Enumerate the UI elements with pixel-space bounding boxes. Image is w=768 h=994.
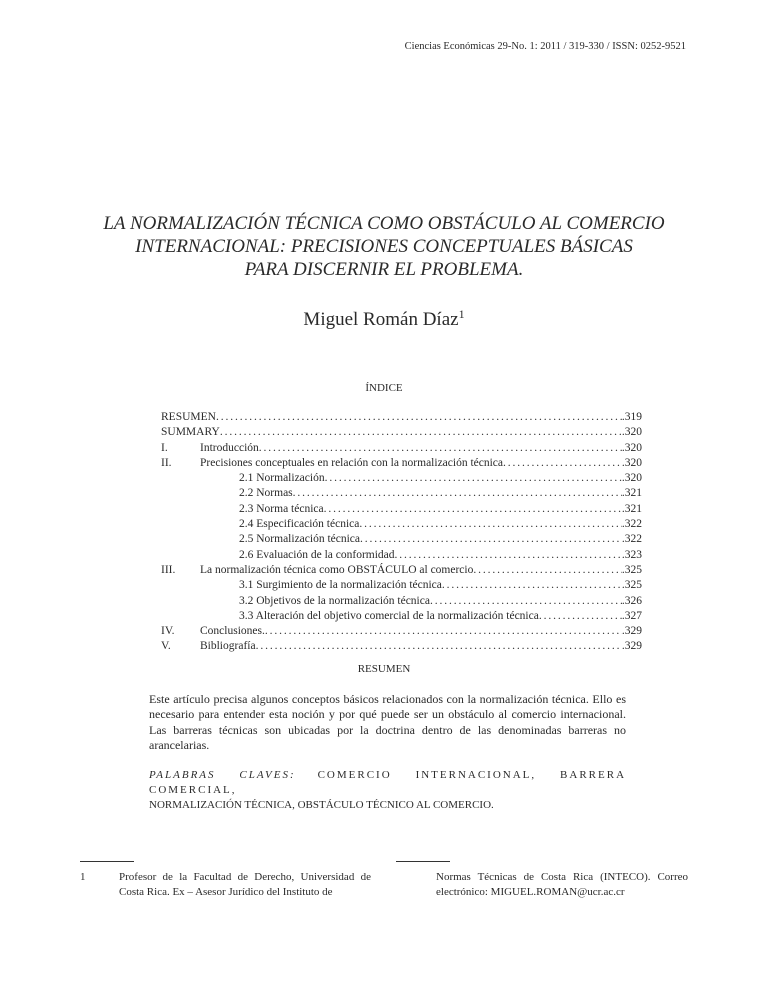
title-line: PARA DISCERNIR EL PROBLEMA. xyxy=(244,259,524,280)
toc-page: .326 xyxy=(621,594,642,607)
toc-label: RESUMEN xyxy=(161,411,216,423)
toc-page: .319 xyxy=(621,411,642,423)
toc-label: 3.1 Surgimiento de la normalización técnica xyxy=(239,579,442,592)
toc-label: Bibliografía xyxy=(200,640,256,653)
toc-leader xyxy=(360,532,622,547)
toc-page: .320 xyxy=(621,441,642,454)
toc-label: La normalización técnica como OBSTÁCULO al comercio xyxy=(200,563,474,576)
toc-page: .320 xyxy=(621,456,642,469)
toc-leader xyxy=(293,486,622,501)
index-heading: ÍNDICE xyxy=(365,382,403,394)
toc-number xyxy=(161,609,200,624)
author-name: Miguel Román Díaz xyxy=(303,309,459,330)
toc-label: SUMMARY xyxy=(161,426,220,439)
toc-label: Precisiones conceptuales en relación con la normalización técnica xyxy=(200,456,504,469)
toc-page: .325 xyxy=(621,563,642,576)
toc-entry[interactable] xyxy=(161,639,642,654)
toc-entry[interactable] xyxy=(161,410,642,425)
toc-number xyxy=(161,471,200,486)
toc-number: III. xyxy=(161,563,176,576)
toc-entry[interactable] xyxy=(161,456,642,471)
toc-entry[interactable] xyxy=(161,578,642,593)
footnote-rule xyxy=(396,861,450,862)
toc-page: .327 xyxy=(621,609,642,622)
keywords-line2: NORMALIZACIÓN TÉCNICA, OBSTÁCULO TÉCNICO AL COMERCIO. xyxy=(149,799,494,811)
toc-label: 2.2 Normas xyxy=(239,487,293,500)
toc-number: V. xyxy=(161,640,171,653)
abstract-text: Este artículo precisa algunos conceptos básicos relacionados con la normalización técnica. Ello es necesario para entender esta noción y por qué puede ser un obstáculo al comercio internacional. Las barreras técnicas son ubicadas por la doctrina dentro de las denominadas barreras no arancelarias. xyxy=(149,692,626,752)
toc-label: 3.2 Objetivos de la normalización técnica xyxy=(239,594,430,607)
toc-number: I. xyxy=(161,441,168,454)
toc-number xyxy=(161,517,200,532)
toc-label: 2.3 Norma técnica xyxy=(239,502,324,515)
title-line: LA NORMALIZACIÓN TÉCNICA COMO OBSTÁCULO AL COMERCIO xyxy=(103,213,665,234)
toc-leader xyxy=(324,502,622,517)
toc-leader xyxy=(503,456,622,471)
toc-leader xyxy=(265,624,622,639)
toc-page: .325 xyxy=(621,579,642,592)
toc-leader xyxy=(256,639,622,654)
article-title xyxy=(60,212,708,281)
toc-entry[interactable] xyxy=(161,486,642,501)
toc-leader xyxy=(325,471,622,486)
toc-entry[interactable] xyxy=(161,609,642,624)
toc-entry[interactable] xyxy=(161,563,642,578)
keywords-line1: COMERCIO INTERNACIONAL, BARRERA COMERCIAL, xyxy=(149,769,627,796)
toc-page: .321 xyxy=(621,487,642,500)
toc-number: IV. xyxy=(161,625,175,638)
toc-entry[interactable] xyxy=(161,594,642,609)
toc-entry[interactable] xyxy=(161,425,642,440)
toc-leader xyxy=(430,594,622,609)
toc-entry[interactable] xyxy=(161,471,642,486)
toc-leader xyxy=(473,563,622,578)
author xyxy=(0,307,768,331)
toc-leader xyxy=(259,441,622,456)
toc-page: .329 xyxy=(621,640,642,653)
toc-number xyxy=(161,594,200,609)
toc-entry[interactable] xyxy=(161,502,642,517)
title-line: INTERNACIONAL: PRECISIONES CONCEPTUALES BÁSICAS xyxy=(135,236,633,257)
toc-page: .329 xyxy=(621,625,642,638)
toc-number xyxy=(161,532,200,547)
running-header: Ciencias Económicas 29-No. 1: 2011 / 319-330 / ISSN: 0252-9521 xyxy=(404,41,686,52)
abstract-heading: RESUMEN xyxy=(357,663,411,675)
toc-entry[interactable] xyxy=(161,517,642,532)
toc-number xyxy=(161,502,200,517)
toc-page: .322 xyxy=(621,518,642,531)
toc-label: Introducción xyxy=(200,441,259,454)
toc-label: 2.5 Normalización técnica xyxy=(239,533,361,546)
toc-leader xyxy=(539,609,622,624)
keywords-label: PALABRAS CLAVES: xyxy=(149,769,296,781)
toc-leader xyxy=(395,548,622,563)
toc-entry[interactable] xyxy=(161,441,642,456)
toc-label: 2.6 Evaluación de la conformidad xyxy=(239,548,395,561)
toc-label: 3.3 Alteración del objetivo comercial de la normalización técnica xyxy=(239,609,539,622)
footnote-rule xyxy=(80,861,134,862)
toc-leader xyxy=(216,410,622,425)
toc-leader xyxy=(359,517,622,532)
toc-page: .322 xyxy=(621,533,642,546)
toc-number xyxy=(161,578,200,593)
table-of-contents xyxy=(161,410,642,655)
toc-number xyxy=(161,548,200,563)
toc-number xyxy=(161,486,200,501)
footnote-left: Profesor de la Facultad de Derecho, Universidad de Costa Rica. Ex – Asesor Jurídico del Instituto de xyxy=(119,871,371,898)
toc-page: .321 xyxy=(621,502,642,515)
footnote-right: Normas Técnicas de Costa Rica (INTECO). Correo electrónico: MIGUEL.ROMAN@ucr.ac.cr xyxy=(436,871,688,898)
toc-label: 2.1 Normalización xyxy=(239,472,325,485)
toc-page: .323 xyxy=(621,548,642,561)
toc-page: .320 xyxy=(621,426,642,439)
toc-leader xyxy=(220,425,622,440)
toc-entry[interactable] xyxy=(161,624,642,639)
footnote-mark: 1 xyxy=(80,871,86,883)
footnote-ref[interactable]: 1 xyxy=(458,307,465,321)
toc-label: 2.4 Especificación técnica xyxy=(239,518,360,531)
toc-entry[interactable] xyxy=(161,532,642,547)
toc-entry[interactable] xyxy=(161,548,642,563)
toc-number: II. xyxy=(161,456,172,469)
toc-page: .320 xyxy=(621,472,642,485)
toc-leader xyxy=(442,578,622,593)
toc-label: Conclusiones. xyxy=(200,625,265,638)
keywords xyxy=(149,768,626,813)
